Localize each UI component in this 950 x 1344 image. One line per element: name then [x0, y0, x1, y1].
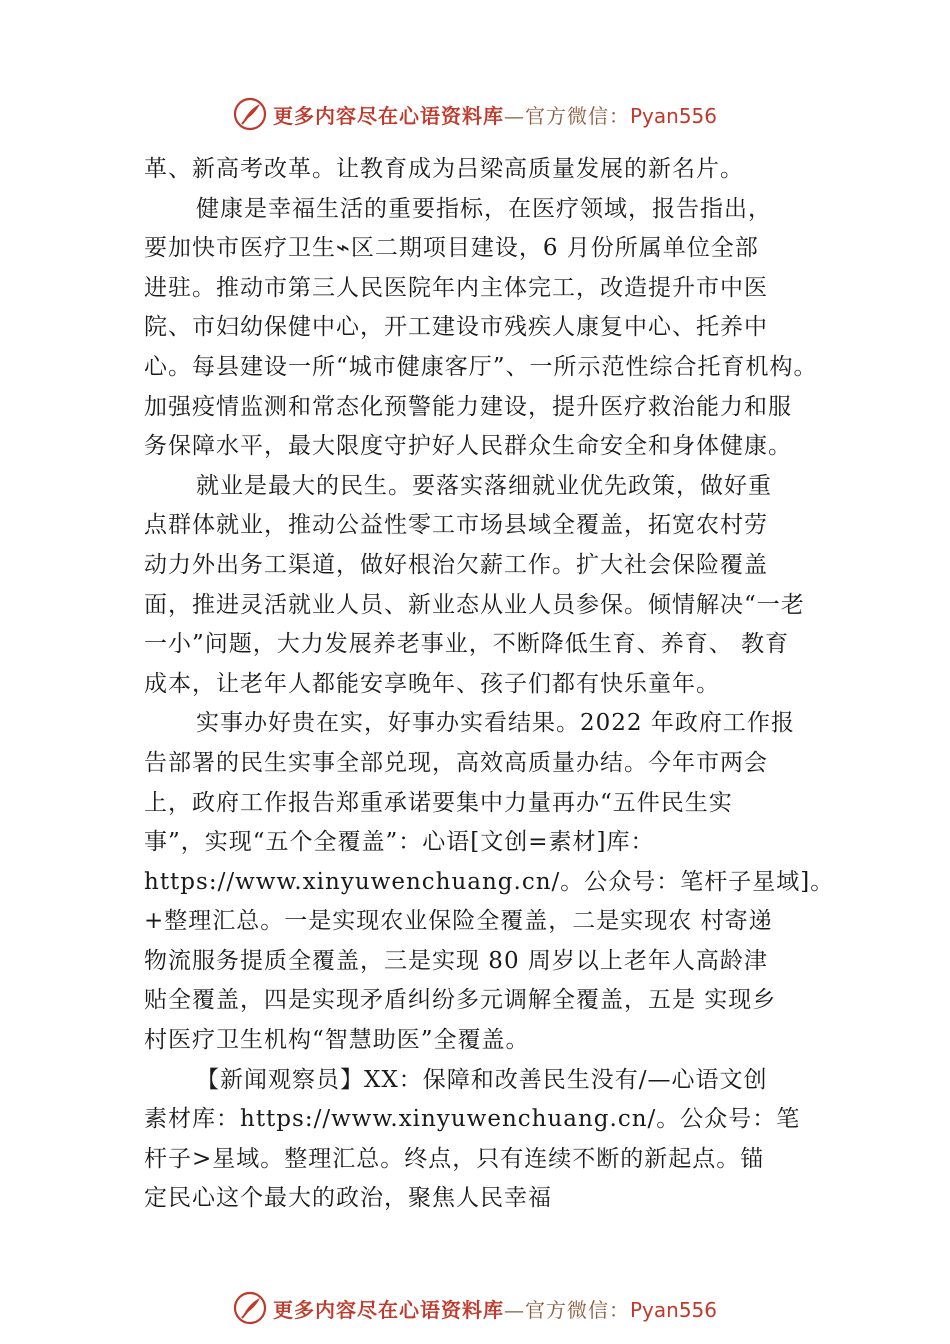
quill-logo-icon — [233, 1291, 267, 1325]
text-line: 上，政府工作报告郑重承诺要集中力量再办“五件民生实 — [144, 789, 733, 816]
text-line: 告部署的民生实事全部兑现，高效高质量办结。今年市两会 — [144, 749, 768, 776]
text-line: 杆子>星域。整理汇总。终点，只有连续不断的新起点。锚 — [144, 1145, 765, 1172]
banner-brand: 更多内容尽在心语资料库 — [272, 1297, 504, 1322]
text-line: 面，推进灵活就业人员、新业态从业人员参保。倾情解决“一老 — [144, 591, 805, 618]
footer-banner — [0, 1286, 950, 1330]
text-line: 村医疗卫生机构“智慧助医”全覆盖。 — [144, 1027, 530, 1054]
text-line: 务保障水平，最大限度守护好人民群众生命安全和身体健康。 — [144, 433, 792, 460]
banner-wechat-id: Pyan556 — [629, 103, 717, 128]
text-line: 实事办好贵在实，好事办实看结果。2022 年政府工作报 — [196, 710, 795, 737]
text-line: 进驻。推动市第三人民医院年内主体完工，改造提升市中医 — [144, 274, 768, 301]
text-line: 健康是幸福生活的重要指标，在医疗领域，报告指出， — [196, 195, 772, 222]
text-line: 心。每县建设一所“城市健康客厅”、一所示范性综合托育机构。 — [144, 353, 818, 380]
text-line: 贴全覆盖，四是实现矛盾纠纷多元调解全覆盖，五是 实现乡 — [144, 987, 777, 1014]
banner-dash: — — [503, 1297, 525, 1322]
banner-wechat-label: 官方微信： — [524, 103, 630, 128]
text-line: 成本，让老年人都能安享晚年、孩子们都有快乐童年。 — [144, 670, 720, 697]
banner-wechat-id: Pyan556 — [629, 1297, 717, 1322]
text-line: 要加快市医疗卫生⌁区二期项目建设，6 月份所属单位全部 — [144, 235, 759, 262]
quill-logo-icon — [233, 97, 267, 131]
text-line: 素材库：https://www.xinyuwenchuang.cn/。公众号：笔 — [144, 1106, 801, 1133]
banner-text — [273, 100, 717, 129]
text-line: 事”，实现“五个全覆盖”：心语[文创=素材]库： — [144, 829, 655, 856]
banner-text — [273, 1294, 717, 1323]
header-banner — [0, 92, 950, 136]
text-line: 【新闻观察员】XX：保障和改善民生没有/—心语文创 — [196, 1066, 768, 1093]
text-line: 革、新高考改革。让教育成为吕梁高质量发展的新名片。 — [144, 156, 744, 182]
text-line: 就业是最大的民生。要落实落细就业优先政策，做好重 — [196, 472, 772, 499]
text-line: 物流服务提质全覆盖，三是实现 80 周岁以上老年人高龄津 — [144, 947, 768, 974]
text-line: 院、市妇幼保健中心，开工建设市残疾人康复中心、托养中 — [144, 314, 768, 341]
text-line: 一小”问题，大力发展养老事业，不断降低生育、养育、 教育 — [144, 631, 790, 658]
banner-brand: 更多内容尽在心语资料库 — [272, 103, 504, 128]
banner-dash: — — [503, 103, 525, 128]
text-line: 点群体就业，推动公益性零工市场县域全覆盖，拓宽农村劳 — [144, 512, 768, 539]
banner-wechat-label: 官方微信： — [524, 1297, 630, 1322]
document-body — [144, 150, 844, 1219]
text-line: 加强疫情监测和常态化预警能力建设，提升医疗救治能力和服 — [144, 393, 792, 420]
text-line: 动力外出务工渠道，做好根治欠薪工作。扩大社会保险覆盖 — [144, 551, 768, 578]
text-line: https://www.xinyuwenchuang.cn/。公众号：笔杆子星域]。 — [144, 868, 835, 895]
text-line: +整理汇总。一是实现农业保险全覆盖，二是实现农 村寄递 — [144, 908, 773, 935]
text-line: 定民心这个最大的政治，聚焦人民幸福 — [144, 1185, 552, 1212]
